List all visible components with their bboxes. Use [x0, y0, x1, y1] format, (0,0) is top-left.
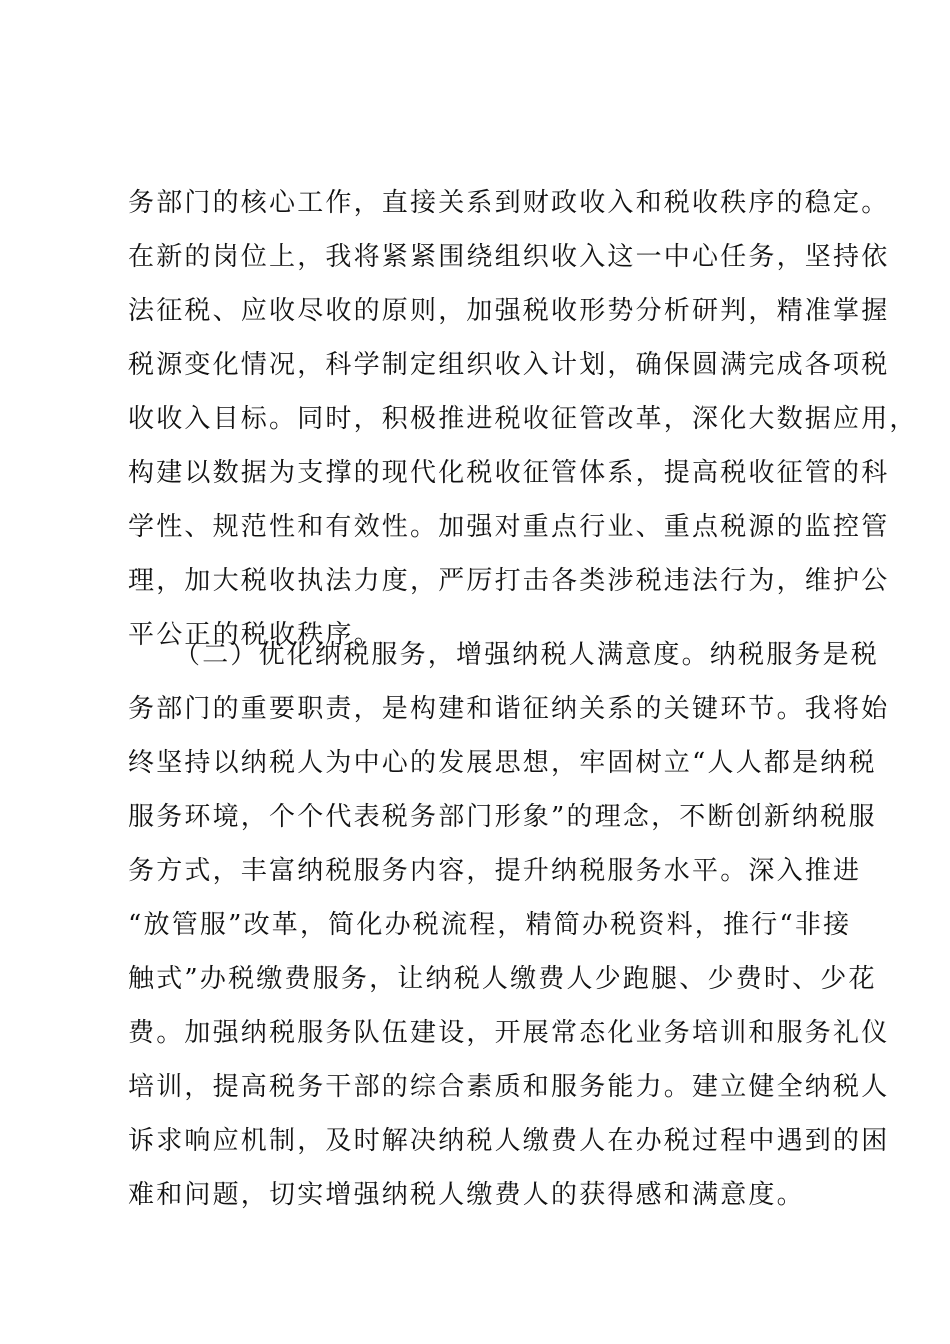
text-line: 理，加大税收执法力度，严厉打击各类涉税违法行为，维护公 — [128, 566, 890, 596]
text-line: 费。加强纳税服务队伍建设，开展常态化业务培训和服务礼仪 — [128, 1018, 890, 1048]
section-heading-line: （二）优化纳税服务，增强纳税人满意度。纳税服务是税 — [174, 640, 880, 670]
text-line: 服务环境，个个代表税务部门形象”的理念，不断创新纳税服 — [128, 802, 877, 832]
text-line: 平公正的税收秩序。 — [128, 620, 382, 650]
text-line: 学性、规范性和有效性。加强对重点行业、重点税源的监控管 — [128, 512, 890, 542]
text-line: 难和问题，切实增强纳税人缴费人的获得感和满意度。 — [128, 1180, 805, 1210]
text-line: 法征税、应收尽收的原则，加强税收形势分析研判，精准掌握 — [128, 296, 890, 326]
text-line: 务部门的核心工作，直接关系到财政收入和税收秩序的稳定。 — [128, 188, 890, 218]
text-line: 收收入目标。同时，积极推进税收征管改革，深化大数据应用， — [128, 404, 918, 434]
text-line: 终坚持以纳税人为中心的发展思想，牢固树立“人人都是纳税 — [128, 748, 877, 778]
text-line: 构建以数据为支撑的现代化税收征管体系，提高税收征管的科 — [128, 458, 890, 488]
text-line: 培训，提高税务干部的综合素质和服务能力。建立健全纳税人 — [128, 1072, 890, 1102]
text-line: 诉求响应机制，及时解决纳税人缴费人在办税过程中遇到的困 — [128, 1126, 890, 1156]
text-line: 在新的岗位上，我将紧紧围绕组织收入这一中心任务，坚持依 — [128, 242, 890, 272]
text-line: 税源变化情况，科学制定组织收入计划，确保圆满完成各项税 — [128, 350, 890, 380]
text-line: “放管服”改革，简化办税流程，精简办税资料，推行“非接 — [128, 910, 852, 940]
text-line: 触式”办税缴费服务，让纳税人缴费人少跑腿、少费时、少花 — [128, 964, 877, 994]
text-line: 务方式，丰富纳税服务内容，提升纳税服务水平。深入推进 — [128, 856, 862, 886]
text-line: 务部门的重要职责，是构建和谐征纳关系的关键环节。我将始 — [128, 694, 890, 724]
